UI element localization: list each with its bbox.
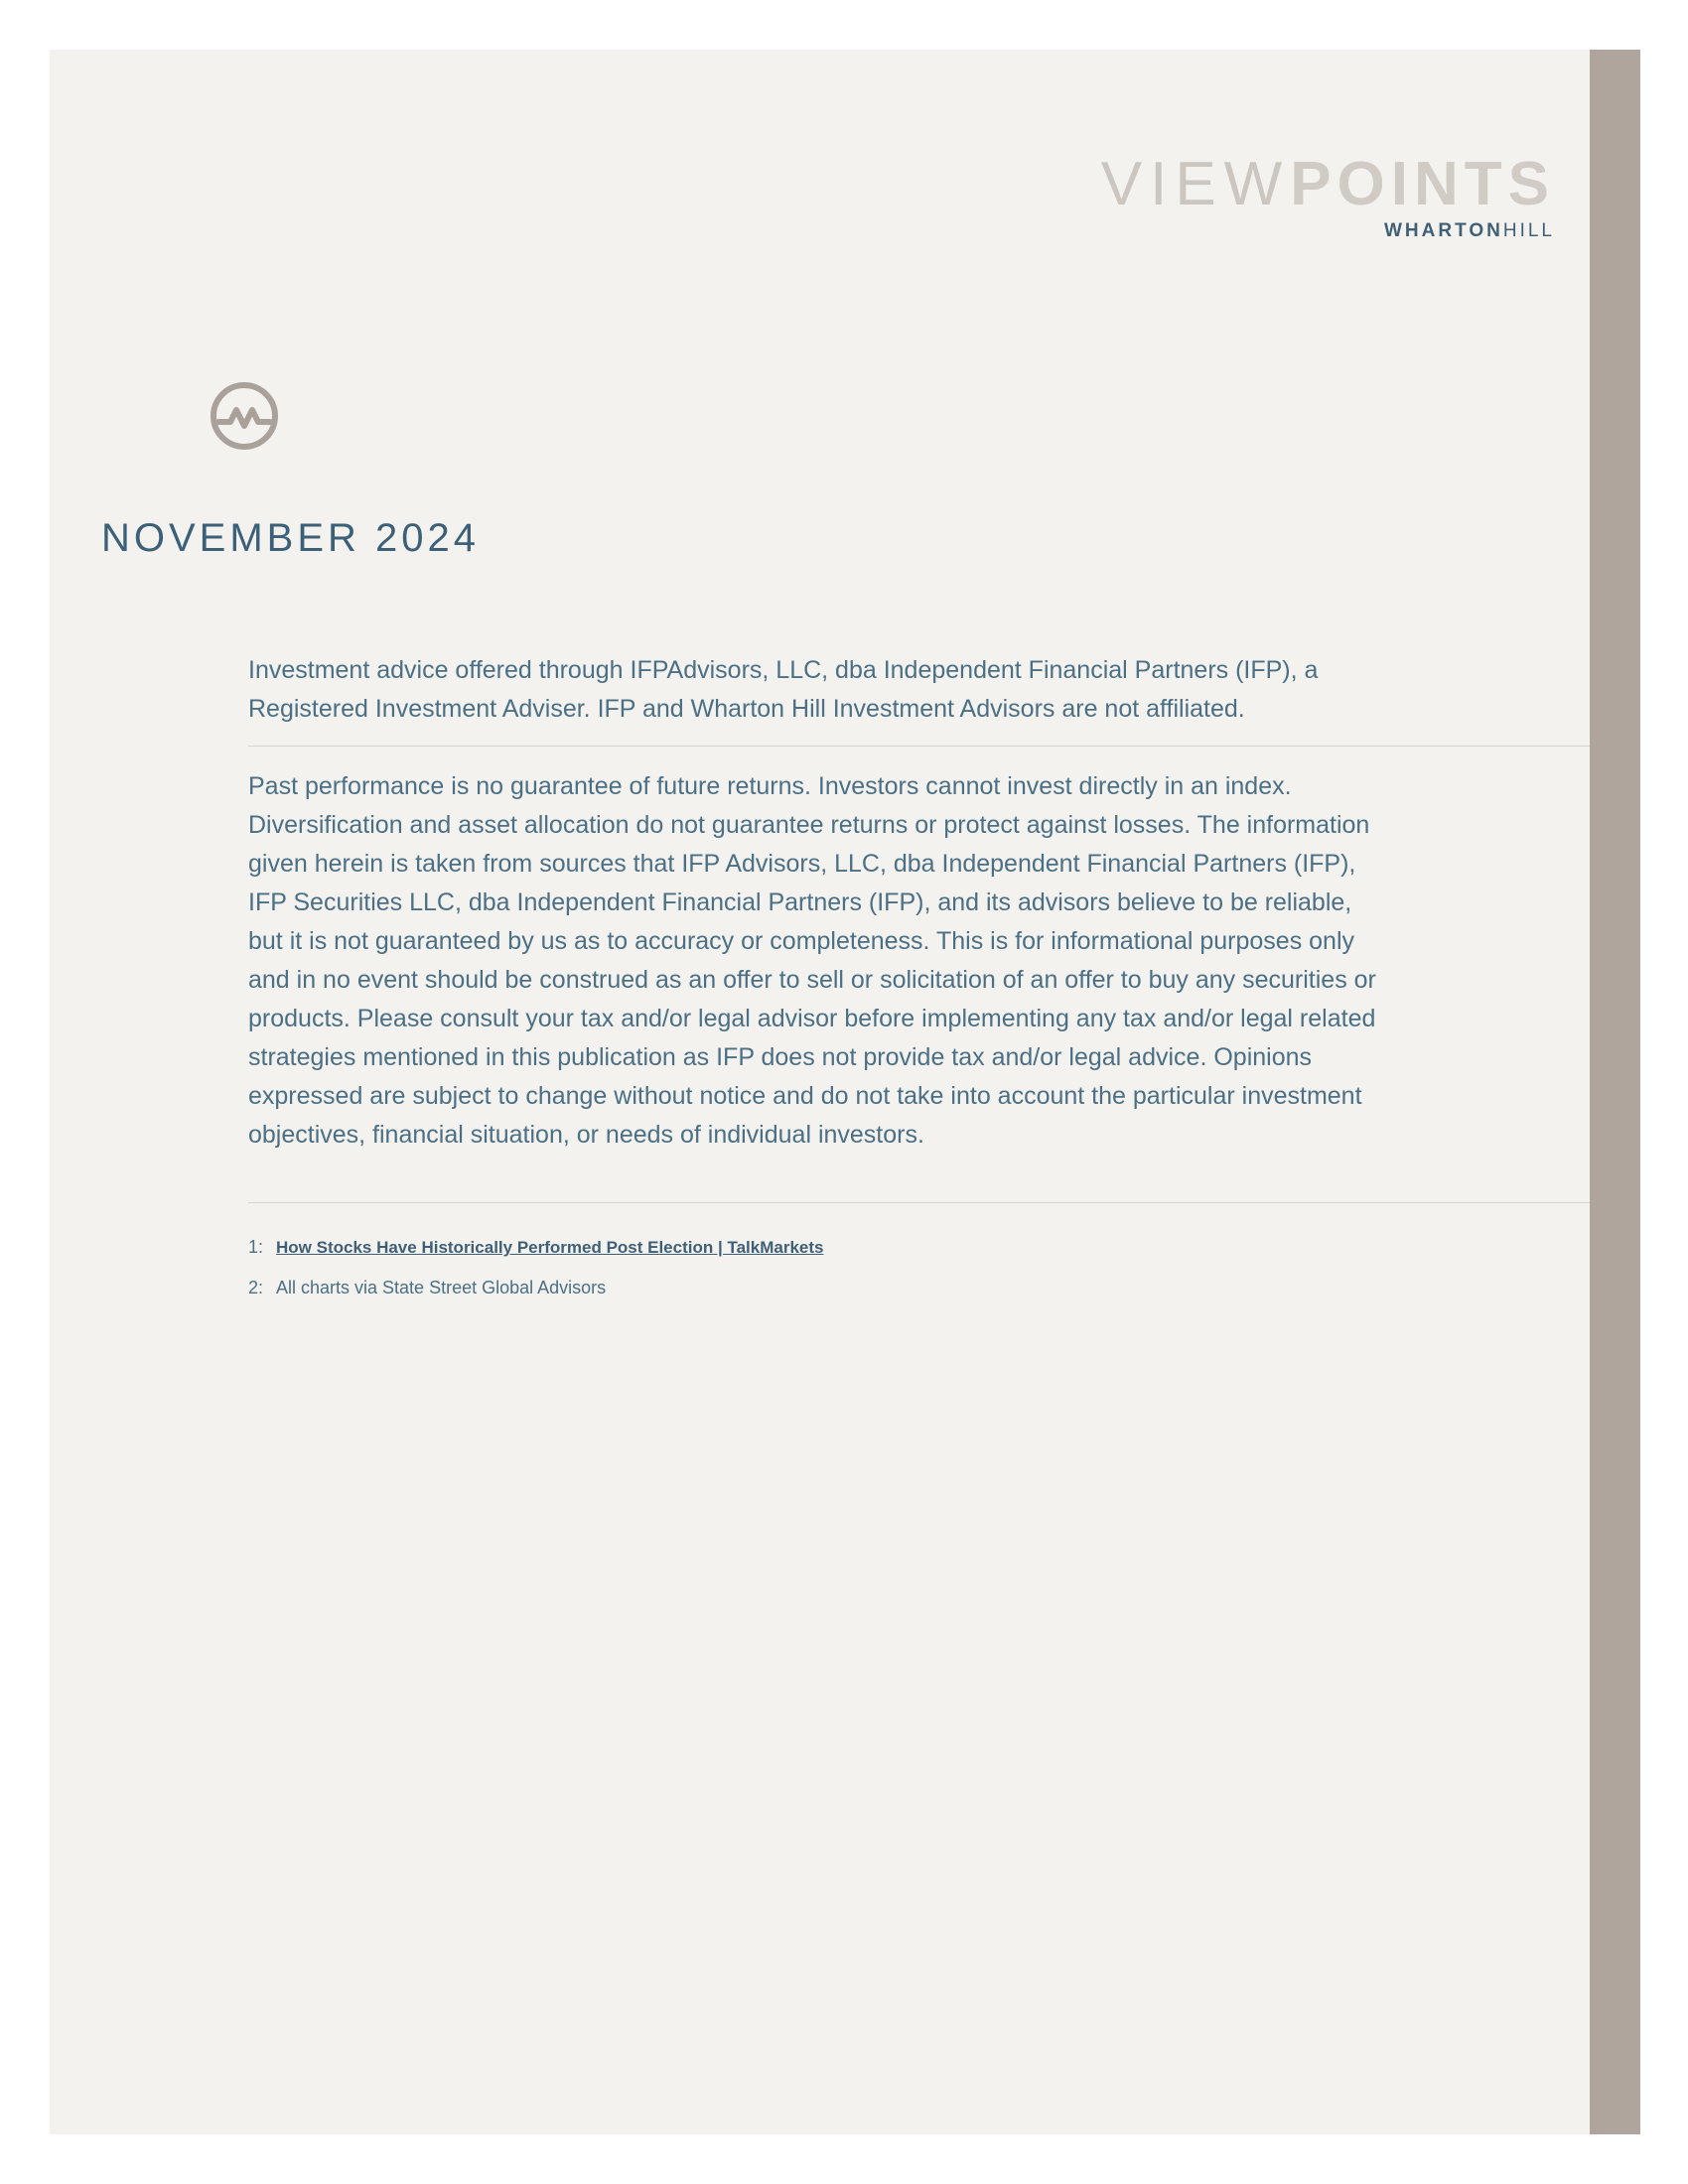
brand-wordmark-part1: VIEW [1100,150,1291,218]
footnote-number: 1: [248,1237,264,1257]
advice-disclosure-text: Investment advice offered through IFPAdvisors, LLC, dba Independent Financial Partners (IFP), a Registered Investment Adviser. IFP and Wharton Hill Investment Advisors are not affiliated. [248,656,1319,723]
disclaimer-text: Past performance is no guarantee of future returns. Investors cannot invest directly in an index. Diversification and asset allocation do not guarantee returns or protect against losses. The information given herein is taken from sources that IFP Advisors, LLC, dba Independent Financial Partners (IFP), IFP Securities LLC, dba Independent Financial Partners (IFP), and its advisors believe to be reliable, but it is not guaranteed by us as to accuracy or completeness. This is for informational purposes only and in no event should be construed as an offer to sell or solicitation of an offer to buy any securities or products. Please consult your tax and/or legal advisor before implementing any tax and/or legal related strategies mentioned in this publication as IFP does not provide tax and/or legal advice. Opinions expressed are subject to change without notice and do not take into account the particular investment objectives, financial situation, or needs of individual investors. [248,772,1376,1149]
brand-wordmark [1100,150,1555,218]
footnote-source-link[interactable]: How Stocks Have Historically Performed Post Election | TalkMarkets [276,1238,824,1257]
brand-wordmark-part2: POINTS [1290,150,1555,218]
footnotes [248,1227,1142,1307]
document-page [50,50,1640,2134]
footnote-text: All charts via State Street Global Advisors [276,1278,607,1297]
brand-subtitle-part2: HILL [1502,220,1555,241]
side-accent-bar [1590,50,1640,2134]
page-title: NOVEMBER 2024 [101,516,481,560]
brand-subtitle [1384,220,1555,242]
footnote-number: 2: [248,1278,264,1297]
advice-disclosure [248,651,1390,729]
wharton-hill-w-circle-icon [209,380,280,452]
disclaimer [248,767,1390,1155]
footnote-item [248,1227,1142,1268]
brand-subtitle-part1: WHARTON [1384,220,1503,241]
section-divider [248,746,1590,747]
footnote-item [248,1268,1142,1307]
section-divider [248,1202,1590,1203]
